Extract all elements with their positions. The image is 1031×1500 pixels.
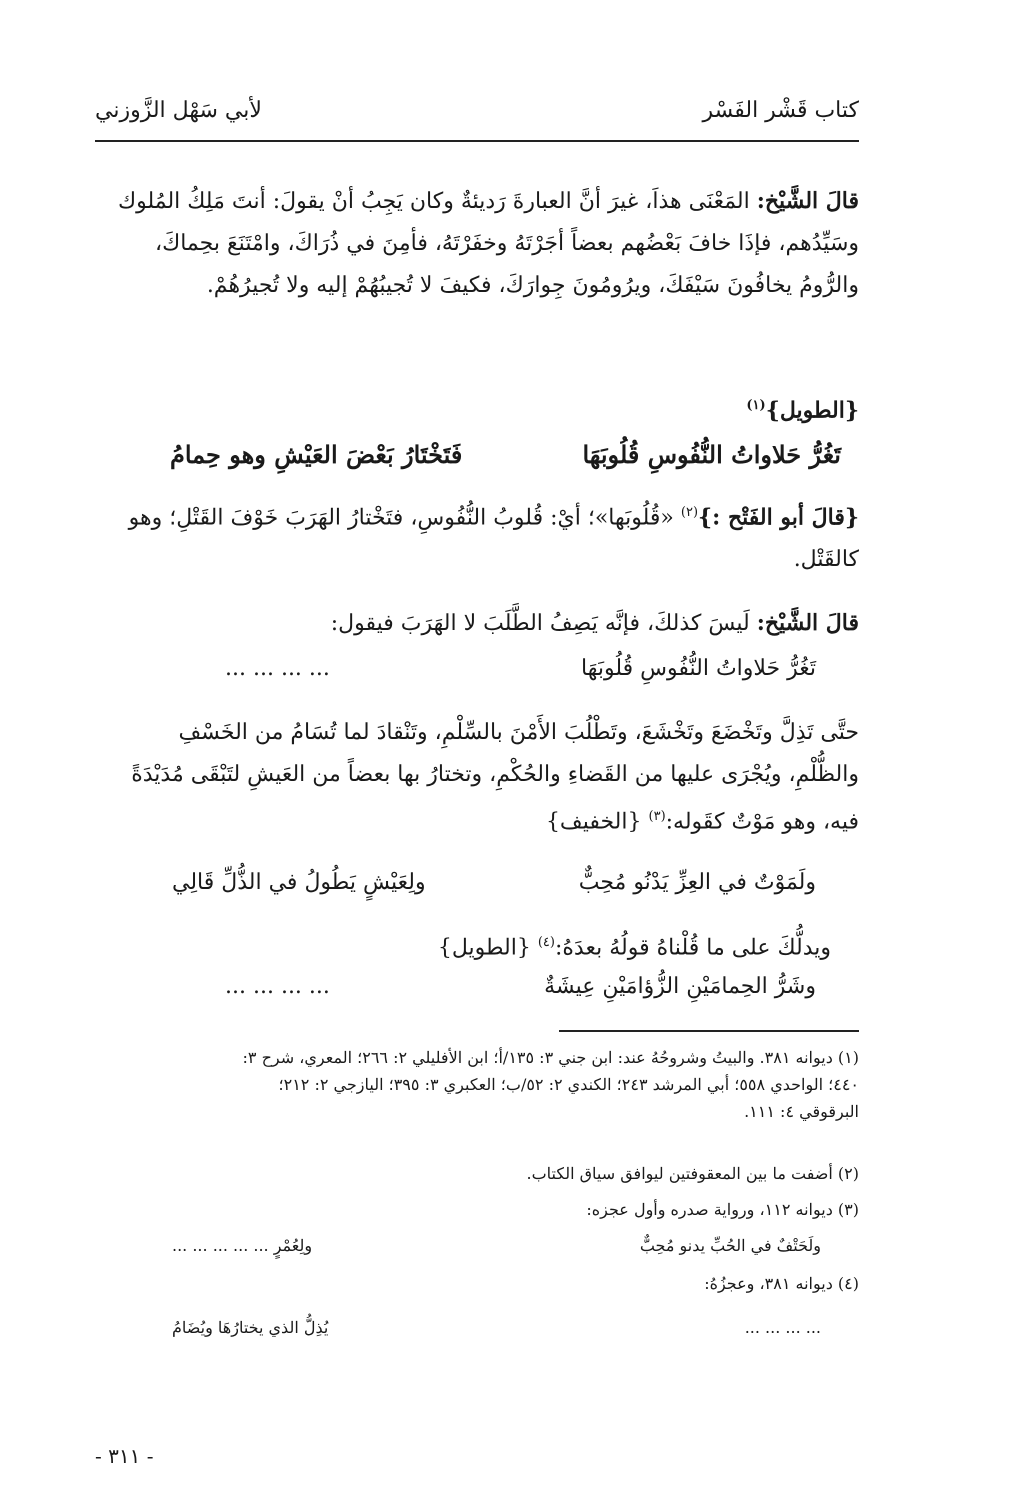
speaker-label: {قالَ أبو الفَتْح :} [698,504,859,531]
paragraph-line: وسَيِّدُهم، فإذَا خافَ بَعْضُهم بعضاً أجَرْتَهُ وخفَرْتَهُ، فأمِنَ في ذُرَاكَ، وامْتَنَعَ بحِماكَ، [155,231,859,256]
paragraph-line: فيه، وهو مَوْتٌ كقَوله:$^{(٣)}$ {الخفيف} [545,809,859,835]
running-header-title: كتاب قَشْر الفَسْر [702,98,859,123]
paragraph-2 [95,492,859,581]
footnote-3: (٣) ديوانه ١١٢، ورواية صدره وأول عجزه: [586,1200,859,1219]
verse-3 [172,870,816,895]
verse-hemistich-right: تَغُرُّ حَلاواتُ النُّفُوسِ قُلُوبَهَا [582,440,841,469]
paragraph-line: قالَ الشَّيْخ: المَعْنَى هذاَ، غيرَ أنَّ العبارةَ رَديئةٌ وكان يَجِبُ أنْ يقولَ: أنتَ مَلِكُ المُلوك [117,188,859,214]
footnote-3-verse [172,1236,821,1255]
paragraph-line: والظُّلْمِ، ويُجْرَى عليها من القَضاءِ والحُكْمِ، وتختارُ بها بعضاً من العَيشِ لتَبْقَى مُدَيْدَةً [131,762,859,787]
footnote-4-verse [172,1318,821,1337]
paragraph-5: ويدلُّكَ على ما قُلْناهُ قولُهُ بعدَهُ:$^{(٤)}$ {الطويل} [437,935,831,961]
verse-hemistich-right: ولَمَوْتٌ في العِزِّ يَدْنُو مُحِبٌّ [578,870,816,895]
paragraph-4 [95,712,859,843]
footnote-line: (١) ديوانه ٣٨١. والبيتُ وشروحُهُ عند: ابن جني ٣: ١٣٥/أ؛ ابن الأفليلي ٢: ٢٦٦؛ المعري، شرح ٣: [242,1048,859,1067]
meter-label-1: {الطويل}$^{(١)}$ [746,397,859,424]
verse-hemistich-left: ... ... ... ... [225,656,330,681]
paragraph-3: قالَ الشَّيْخ: لَيسَ كذلكَ، فإنَّه يَصِفُ الطَّلَبَ لا الهَرَبَ فيقول: [330,610,859,636]
paragraph-line: {قالَ أبو الفَتْح :}$^{(٢)}$ «قُلُوبَها»؛ أيْ: قُلوبُ النُّفُوسِ، فتَخْتارُ الهَرَبَ خَوْفَ القَتْلِ؛ وهو [128,504,859,531]
footnote-line: البرقوقي ٤: ١١١. [744,1102,859,1121]
footnote-line: ٤٤٠؛ الواحدي ٥٥٨؛ أبي المرشد ٢٤٣؛ الكندي ٢: ٥٢/ب؛ العكبري ٣: ٣٩٥؛ اليازجي ٢: ٢١٢؛ [278,1075,859,1094]
page-number: - ٣١١ - [95,1444,154,1468]
verse-hemistich-right: ... ... ... ... [744,1318,821,1337]
paragraph-line: كالقَتْل. [793,547,859,573]
verse-2 [225,656,816,681]
verse-1 [170,440,841,469]
verse-hemistich-left: فَتَخْتَارُ بَعْضَ العَيْشِ وهو حِمامُ [170,440,463,469]
paragraph-line: حتَّى تَذِلَّ وتَخْضَعَ وتَخْشَعَ، وتَطْلُبَ الأَمْنَ بالسِّلْمِ، وتَنْقادَ لما تُسَامُ من الخَسْفِ [178,720,859,745]
footnote-4: (٤) ديوانه ٣٨١، وعجزُهُ: [704,1274,859,1293]
footnote-1 [95,1044,859,1125]
verse-hemistich-right: ولَحَتْفٌ في الحُبِّ يدنو مُحِبٌّ [639,1236,821,1255]
footnote-rule [559,1030,859,1032]
paragraph-1 [95,180,859,307]
verse-4 [225,974,816,999]
verse-hemistich-left: ولِعُمْرٍ ... ... ... ... ... [172,1236,313,1255]
footnote-2: (٢) أضفت ما بين المعقوفتين ليوافق سياق الكتاب. [526,1164,859,1183]
running-header-author: لأبي سَهْل الزَّوزني [95,98,262,123]
verse-hemistich-left: ... ... ... ... [225,974,330,999]
verse-hemistich-right: تَغُرُّ حَلاواتُ النُّفُوسِ قُلُوبَهَا [581,656,816,681]
speaker-label: قالَ الشَّيْخ: [756,610,859,636]
speaker-label: قالَ الشَّيْخ: [756,188,859,214]
verse-hemistich-right: وشَرُّ الحِمامَيْنِ الزُّؤامَيْنِ عِيشَةٌ [544,974,816,999]
header-rule [95,140,859,142]
verse-hemistich-left: يُذِلُّ الذي يختارُهَا ويُضَامُ [172,1318,329,1337]
paragraph-line: والرُّومُ يخافُونَ سَيْفَكَ، ويرُومُونَ جِوارَكَ، فكيفَ لا تُجيبُهُمْ إليه ولا تُجيرُهُمْ. [206,273,859,298]
verse-hemistich-left: ولِعَيْشٍ يَطُولُ في الذُّلِّ قَالِي [172,870,426,895]
